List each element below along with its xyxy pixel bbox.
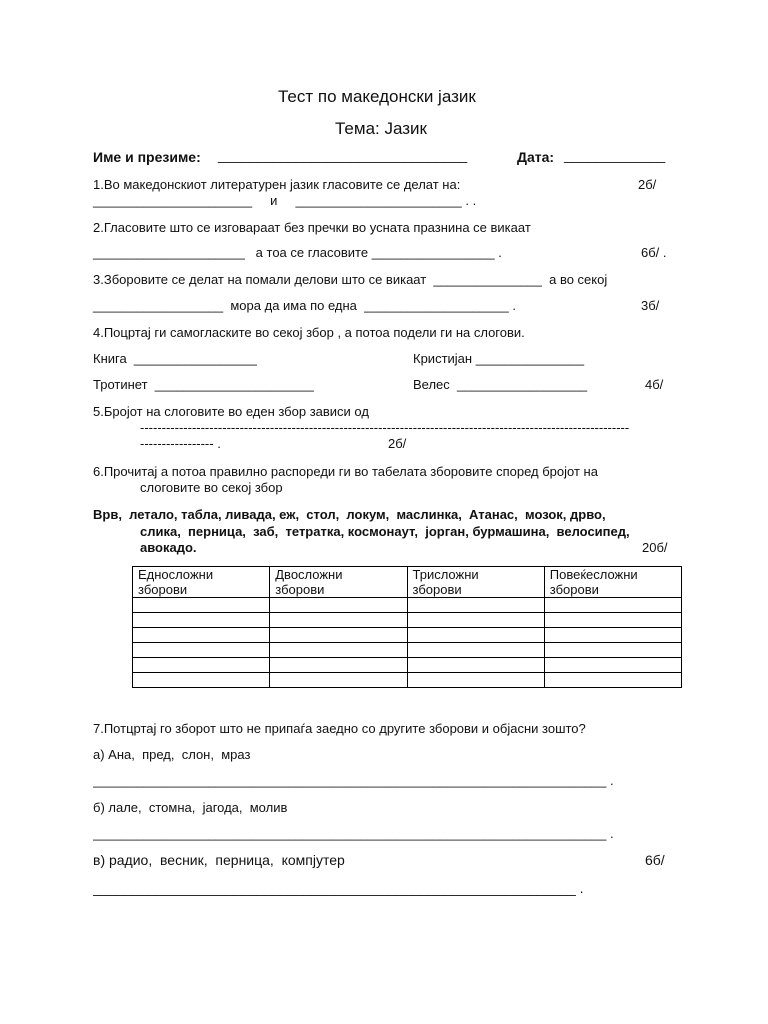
table-cell[interactable]: [270, 673, 407, 688]
header-one-syllable: Еднослoжни зборови: [133, 567, 270, 598]
question-2-answer-line[interactable]: _____________________ а тоа се гласовите _________________ .: [93, 245, 502, 260]
table-cell[interactable]: [544, 598, 681, 613]
table-row: [133, 658, 682, 673]
word-list-line-3: авокадо.: [140, 540, 197, 555]
table-cell[interactable]: [133, 643, 270, 658]
table-row: [133, 628, 682, 643]
question-2-points: 6б/ .: [641, 245, 667, 260]
word-trotinet[interactable]: Тротинет ______________________: [93, 377, 314, 392]
table-cell[interactable]: [270, 628, 407, 643]
table-cell[interactable]: [270, 643, 407, 658]
page-title: Тест по македонски јазик: [278, 87, 476, 106]
table-cell[interactable]: [407, 628, 544, 643]
table-header-row: [133, 567, 682, 598]
question-6-text-cont: слоговите во секој збор: [140, 480, 283, 495]
word-kniga[interactable]: Книга _________________: [93, 351, 257, 366]
table-cell[interactable]: [407, 658, 544, 673]
question-4-points: 4б/: [645, 377, 664, 392]
question-3-text: 3.Зборовите се делат на помали делови што се викаат _______________ а во секој: [93, 272, 608, 287]
question-5-answer-line[interactable]: -----------------------------------------------------------------------------------------------------------------: [140, 420, 630, 435]
table-row: [133, 613, 682, 628]
table-cell[interactable]: [544, 613, 681, 628]
table-cell[interactable]: [544, 658, 681, 673]
question-5-answer-line-end[interactable]: ----------------- .: [140, 436, 221, 451]
question-7-text: 7.Потцртај го зборот што не припаѓа заедно со другите зборови и објасни зошто?: [93, 721, 586, 736]
question-7b-answer-line[interactable]: _______________________________________________________________________ .: [93, 826, 614, 841]
table-cell[interactable]: [133, 658, 270, 673]
question-7b-words: б) лале, стомна, јагода, молив: [93, 800, 288, 815]
question-7c-answer-line[interactable]: ______________________________________________________________ .: [93, 880, 584, 896]
table-cell[interactable]: [270, 613, 407, 628]
table-cell[interactable]: [407, 673, 544, 688]
question-5-points: 2б/: [388, 436, 407, 451]
syllable-table: [132, 566, 682, 688]
question-5-text: 5.Бројот на слоговите во еден збор зависи од: [93, 404, 369, 419]
name-label: Име и презиме:: [93, 149, 201, 165]
question-6-points: 20б/: [642, 540, 668, 555]
table-cell[interactable]: [133, 673, 270, 688]
question-1-points: 2б/: [638, 177, 657, 192]
table-cell[interactable]: [133, 613, 270, 628]
word-list-line-2: слика, перница, заб, тетратка, космонаут, јорган, бурмашина, велосипед,: [140, 524, 630, 539]
page-topic: Тема: Јазик: [335, 119, 427, 138]
table-row: [133, 598, 682, 613]
table-cell[interactable]: [407, 598, 544, 613]
table-row: [133, 673, 682, 688]
header-three-syllable: Трисложни зборови: [407, 567, 544, 598]
table-row: [133, 643, 682, 658]
table-cell[interactable]: [407, 643, 544, 658]
table-cell[interactable]: [133, 598, 270, 613]
word-list-line-1: Врв, летало, табла, ливада, еж, стол, локум, маслинка, Атанас, мозок, дрво,: [93, 507, 606, 522]
date-label: Дата:: [517, 149, 555, 165]
date-field[interactable]: _____________: [564, 147, 666, 163]
question-7a-answer-line[interactable]: _______________________________________________________________________ .: [93, 773, 614, 788]
header-multi-syllable: Повеќесложни зборови: [544, 567, 681, 598]
question-6-text: 6.Прочитај а потоа правилно распореди ги во табелата зборовите според бројот на: [93, 464, 598, 479]
question-2-text: 2.Гласовите што се изговараат без пречки во усната празнина се викаат: [93, 220, 531, 235]
question-4-text: 4.Поцртај ги самогласките во секој збор , а потоа подели ги на слогови.: [93, 325, 525, 340]
word-veles[interactable]: Велес __________________: [413, 377, 588, 392]
question-7a-words: а) Ана, пред, слон, мраз: [93, 747, 251, 762]
question-7-points: 6б/: [645, 852, 665, 868]
table-cell[interactable]: [270, 658, 407, 673]
table-cell[interactable]: [133, 628, 270, 643]
question-3-points: 3б/: [641, 298, 660, 313]
table-cell[interactable]: [544, 628, 681, 643]
question-1-text: 1.Во македонскиот литературен јазик гласовите се делат на:: [93, 177, 461, 192]
question-1-answer-line[interactable]: ______________________ и _______________________ . .: [93, 193, 477, 208]
table-cell[interactable]: [544, 673, 681, 688]
word-kristijan[interactable]: Кристијан _______________: [413, 351, 585, 366]
table-cell[interactable]: [270, 598, 407, 613]
table-cell[interactable]: [544, 643, 681, 658]
header-two-syllable: Двосложни зборови: [270, 567, 407, 598]
question-3-answer-line[interactable]: __________________ мора да има по една ____________________ .: [93, 298, 516, 313]
question-7c-words: в) радио, весник, перница, компјутер: [93, 852, 345, 868]
table-cell[interactable]: [407, 613, 544, 628]
name-field[interactable]: ________________________________: [218, 147, 468, 163]
